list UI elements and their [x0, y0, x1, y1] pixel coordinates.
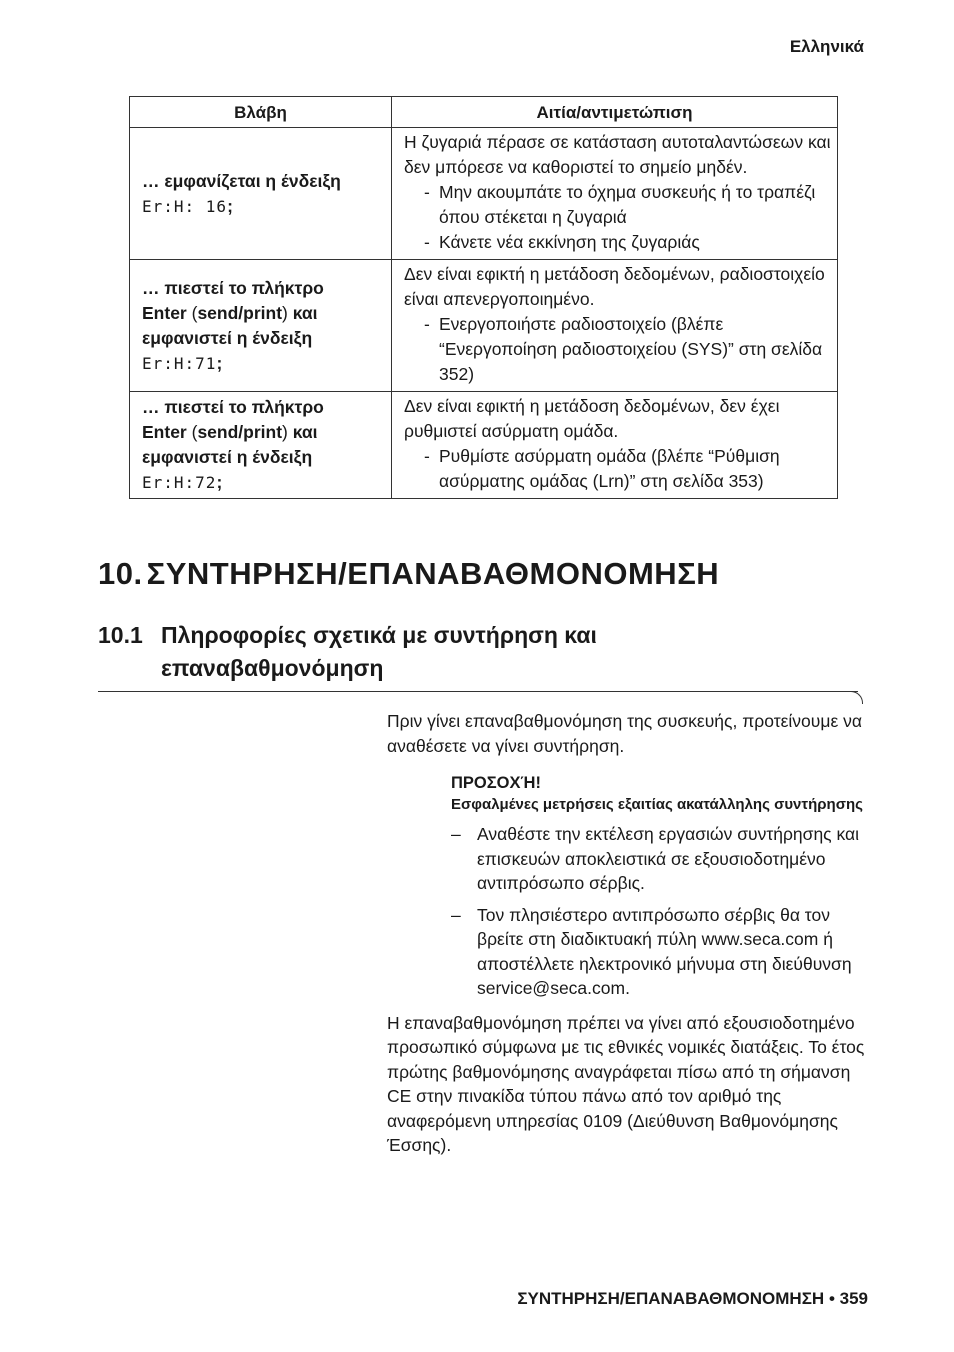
chapter-number: 10. [98, 556, 143, 591]
cause-text: Δεν είναι εφικτή η μετάδοση δεδομένων, δεν έχει ρυθμιστεί ασύρματη ομάδα. [404, 396, 780, 441]
fault-text: … εμφανίζεται η ένδειξη [142, 170, 341, 191]
warning-box [451, 772, 867, 1001]
warning-item: – Τον πλησιέστερο αντιπρόσωπο σέρβις θα τον βρείτε στη διαδικτυακή πύλη www.seca.com ή αποστέλλετε ηλεκτρονικό μήνυμα στη διεύθυνση service@seca.com. [451, 903, 867, 1001]
action-item: - Ενεργοποιήστε ραδιοστοιχείο (βλέπε “Ενεργοποίηση ραδιοστοιχείου (SYS)” στη σελίδα 352) [424, 312, 833, 387]
warning-item: – Αναθέστε την εκτέλεση εργασιών συντήρησης και επισκευών αποκλειστικά σε εξουσιοδοτημένο αντιπρόσωπο σέρβις. [451, 822, 867, 896]
recalibration-paragraph: Η επαναβαθμονόμηση πρέπει να γίνει από εξουσιοδοτημένο προσωπικό σύμφωνα με τις εθνικές νομικές διατάξεις. Το έτος πρώτης βαθμονόμησης αναγράφεται πίσω από τη σήμανση CE στην πινακίδα τύπου πάνω από τον αριθμό της αναφερόμενη υπηρεσίας 0109 (Διεύθυνση Βαθμονόμησης Έσσης). [387, 1012, 865, 1155]
key-name: send/print [197, 422, 283, 442]
action-item: - Ρυθμίστε ασύρματη ομάδα (βλέπε “Ρύθμιση ασύρματης ομάδας (Lrn)” στη σελίδα 353) [424, 444, 833, 494]
chapter-heading [98, 556, 719, 592]
key-name: send/print [197, 302, 283, 323]
fault-text: … πιεστεί το πλήκτρο [142, 277, 324, 298]
action-list [404, 312, 833, 387]
warning-title: ΠΡΟΣΟΧΉ! [451, 774, 541, 792]
warning-list [451, 822, 867, 1001]
table-row [130, 260, 838, 392]
cause-cell [392, 392, 838, 499]
section-divider [98, 691, 858, 692]
table-row [130, 128, 838, 260]
cause-text: Δεν είναι εφικτή η μετάδοση δεδομένων, ραδιοστοιχείο είναι απενεργοποιημένο. [404, 264, 825, 309]
fault-cell: … πιεστεί το πλήκτρο Enter (send/print) και εμφανιστεί η ένδειξη Er:H:72; [130, 392, 392, 499]
action-list [404, 180, 833, 255]
action-item: - Κάνετε νέα εκκίνηση της ζυγαριάς [424, 230, 833, 255]
column-header-fault: Βλάβη [130, 97, 392, 128]
language-label: Ελληνικά [789, 37, 864, 56]
cause-cell [392, 128, 838, 260]
action-list [404, 444, 833, 494]
section-heading [98, 619, 798, 685]
cause-cell [392, 260, 838, 392]
page-number: 359 [839, 1289, 868, 1308]
section-number: 10.1 [98, 622, 143, 648]
warning-subtitle: Εσφαλμένες μετρήσεις εξαιτίας ακατάλληλης συντήρησης [451, 796, 863, 813]
chapter-title: ΣΥΝΤΗΡΗΣΗ/ΕΠΑΝΑΒΑΘΜΟΝΟΜΗΣΗ [146, 556, 720, 591]
fault-cell: … πιεστεί το πλήκτρο Enter (send/print) και εμφανιστεί η ένδειξη Er:H:71; [130, 260, 392, 392]
footer-bullet: • [828, 1289, 835, 1308]
section-title: Πληροφορίες σχετικά με συντήρηση και επαναβαθμονόμηση [161, 622, 597, 681]
fault-cell: … εμφανίζεται η ένδειξη Er:H: 16; [130, 128, 392, 260]
error-code: Er:H: 16 [142, 196, 228, 216]
footer-section: ΣΥΝΤΗΡΗΣΗ/ΕΠΑΝΑΒΑΘΜΟΝΟΜΗΣΗ [517, 1289, 825, 1308]
error-code: Er:H:72 [142, 473, 217, 492]
action-item: - Μην ακουμπάτε το όχημα συσκευής ή το τραπέζι όπου στέκεται η ζυγαριά [424, 180, 833, 230]
table-header-row [130, 97, 838, 128]
fault-table [129, 96, 838, 499]
error-code: Er:H:71 [142, 353, 217, 373]
page-footer [517, 1289, 868, 1309]
intro-paragraph: Πριν γίνει επαναβαθμονόμηση της συσκευής, προτείνουμε να αναθέσετε να γίνει συντήρηση. [387, 711, 862, 756]
column-header-cause: Αιτία/αντιμετώπιση [392, 97, 838, 128]
table-row [130, 392, 838, 499]
section-divider-hook [850, 691, 863, 704]
section-content [387, 709, 867, 1158]
fault-text: … πιεστεί το πλήκτρο [142, 397, 324, 417]
cause-text: Η ζυγαριά πέρασε σε κατάσταση αυτοταλαντώσεων και δεν μπόρεσε να καθοριστεί το σημείο μηδέν. [404, 132, 831, 177]
